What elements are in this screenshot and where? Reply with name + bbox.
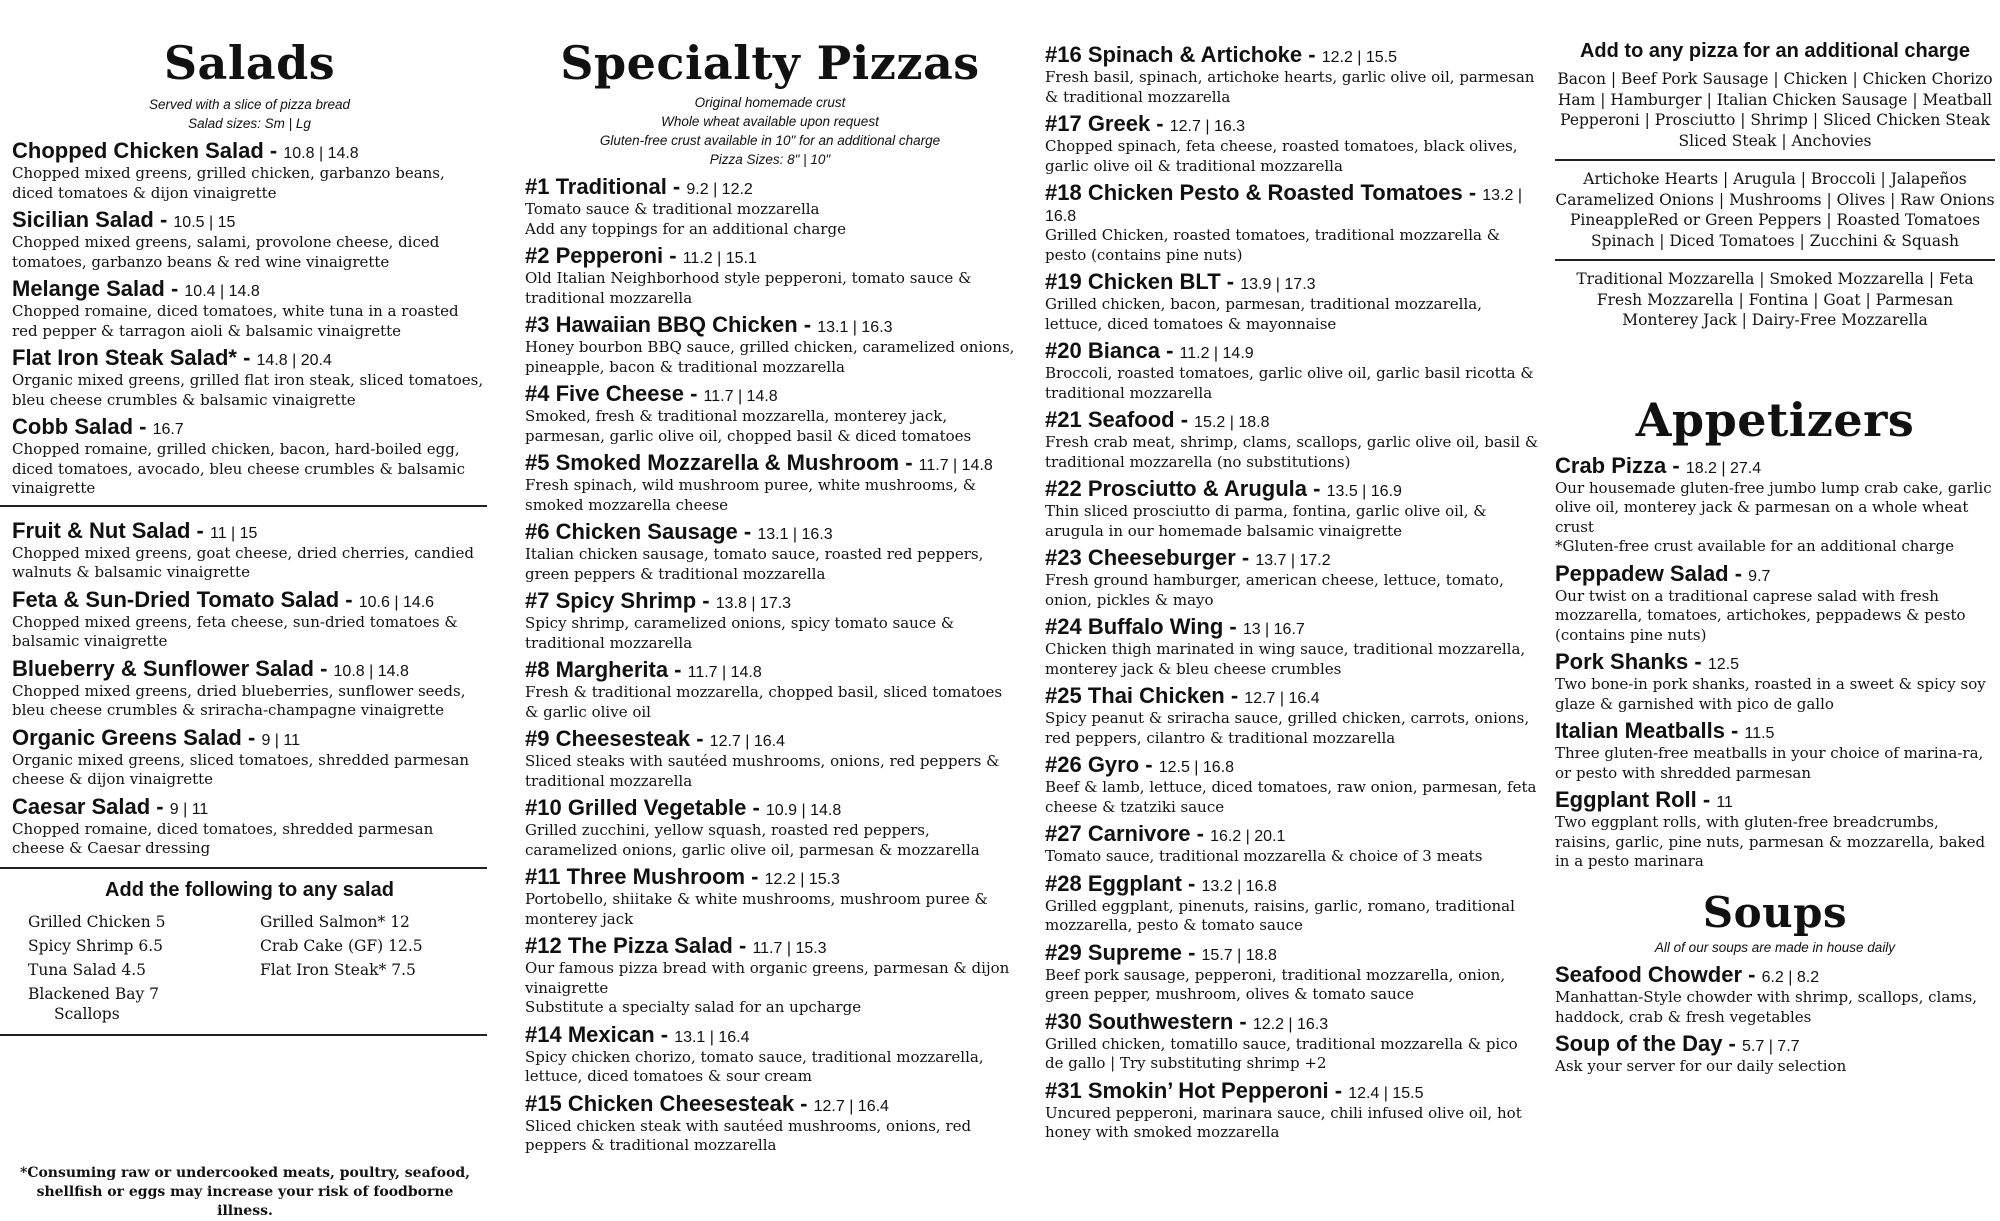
pizza-item-description: Portobello, shiitake & white mushrooms, mushroom puree & monterey jack bbox=[525, 890, 988, 928]
salad-item-price: 10.4 | 14.8 bbox=[184, 283, 260, 301]
salad-item-name: Sicilian Salad - bbox=[12, 207, 174, 233]
salads-divider-2 bbox=[0, 867, 487, 869]
salad-addon: Tuna Salad 4.5 bbox=[28, 960, 147, 979]
appetizer-item-name: Italian Meatballs - bbox=[1555, 718, 1745, 744]
soup-item-description: Ask your server for our daily selection bbox=[1555, 1057, 1847, 1076]
appetizer-item-price: 11 bbox=[1716, 794, 1733, 812]
salad-item-description: Organic mixed greens, sliced tomatoes, shredded parmesan cheese & dijon vinaigrette bbox=[12, 750, 470, 789]
pizza-item-price: 12.7 | 16.4 bbox=[813, 1097, 889, 1115]
pizza-item-name: #17 Greek - bbox=[1045, 111, 1170, 136]
pizza-item-name: #28 Eggplant - bbox=[1045, 870, 1202, 896]
toppings-title: Add to any pizza for an additional charge bbox=[1579, 40, 1971, 62]
appetizer-item-price: 11.5 bbox=[1744, 725, 1775, 743]
pizzas-subtitle-4: Pizza Sizes: 8" | 10" bbox=[709, 152, 831, 168]
pizza-item-name: #20 Bianca - bbox=[1045, 338, 1180, 363]
appetizer-item bbox=[1555, 648, 1995, 714]
right-column bbox=[1555, 40, 1995, 1077]
salad-item-description: Organic mixed greens, grilled flat iron steak, sliced tomatoes, bleu cheese crumbles & balsamic vinaigrette bbox=[12, 371, 484, 409]
salads-subtitle-1: Served with a slice of pizza bread bbox=[148, 97, 351, 113]
pizza-item bbox=[1045, 337, 1540, 403]
pizza-item-name: #29 Supreme - bbox=[1045, 939, 1202, 965]
pizza-item bbox=[1045, 1077, 1540, 1143]
appetizer-item-name: Eggplant Roll - bbox=[1555, 787, 1717, 813]
pizza-item-price: 11.7 | 14.8 bbox=[687, 664, 762, 682]
salad-item bbox=[12, 517, 487, 583]
appetizer-item-description: Our housemade gluten-free jumbo lump crab cake, garlic olive oil, monterey jack & parmesan on a whole wheat crust *Gluten-free crust available for an additional charge bbox=[1555, 478, 1992, 556]
pizza-item-name: #27 Carnivore - bbox=[1045, 821, 1211, 846]
pizza-item-name: #10 Grilled Vegetable - bbox=[525, 795, 766, 821]
pizza-item-price: 11.2 | 15.1 bbox=[682, 250, 757, 268]
pizza-item-price: 15.2 | 18.8 bbox=[1194, 414, 1270, 431]
salad-item-name: Melange Salad - bbox=[12, 276, 185, 302]
pizza-item bbox=[1045, 475, 1540, 541]
pizzas-heading: Specialty Pizzas bbox=[560, 36, 980, 90]
salad-addon: Grilled Salmon* 12 bbox=[260, 912, 410, 931]
pizza-item-price: 11.7 | 14.8 bbox=[918, 457, 993, 475]
pizza-item bbox=[525, 518, 1015, 584]
pizza-item-price: 12.4 | 15.5 bbox=[1348, 1084, 1424, 1102]
pizzas-subtitle-1: Original homemade crust bbox=[694, 95, 846, 111]
appetizer-item-price: 18.2 | 27.4 bbox=[1685, 459, 1762, 477]
pizza-item-description: Broccoli, roasted tomatoes, garlic olive oil, garlic basil ricotta & traditional mozzarella bbox=[1045, 364, 1534, 402]
pizza-item bbox=[525, 311, 1015, 377]
pizzas-list-2 bbox=[1045, 41, 1540, 1143]
salad-item bbox=[12, 655, 487, 721]
appetizer-item-name: Crab Pizza - bbox=[1555, 452, 1686, 478]
pizza-item-price: 12.2 | 16.3 bbox=[1252, 1015, 1329, 1033]
pizza-item-name: #9 Cheesesteak - bbox=[525, 726, 710, 752]
pizza-item bbox=[525, 863, 1015, 929]
appetizer-item-description: Our twist on a traditional caprese salad with fresh mozzarella, tomatoes, artichokes, peppadews & pesto (contains pine nuts) bbox=[1555, 586, 1966, 644]
salad-item-price: 10.8 | 14.8 bbox=[333, 662, 409, 680]
pizza-item-price: 13.1 | 16.4 bbox=[674, 1028, 750, 1046]
salad-item-description: Chopped mixed greens, feta cheese, sun-dried tomatoes & balsamic vinaigrette bbox=[12, 612, 458, 651]
salad-item-name: Blueberry & Sunflower Salad - bbox=[12, 655, 334, 681]
pizza-item-price: 10.9 | 14.8 bbox=[765, 802, 842, 820]
pizza-item bbox=[1045, 41, 1540, 107]
pizza-item-description: Old Italian Neighborhood style pepperoni, tomato sauce & traditional mozzarella bbox=[525, 269, 972, 307]
pizza-item-price: 12.7 | 16.3 bbox=[1169, 118, 1246, 135]
toppings-divider-1 bbox=[1555, 159, 1995, 161]
appetizer-item-description: Two eggplant rolls, with gluten-free breadcrumbs, raisins, garlic, pine nuts, parmesan & mozzarella, baked in a pesto marinara bbox=[1555, 813, 1986, 871]
pizza-item-description: Grilled zucchini, yellow squash, roasted red peppers, caramelized onions, garlic olive oil, parmesan & mozzarella bbox=[525, 821, 980, 859]
salad-item bbox=[12, 586, 487, 652]
pizza-item-name: #18 Chicken Pesto & Roasted Tomatoes - bbox=[1045, 180, 1483, 205]
foodborne-footnote: *Consuming raw or undercooked meats, poultry, seafood, shellfish or eggs may increase your risk of foodborne illness. bbox=[20, 1165, 470, 1219]
pizza-item bbox=[525, 932, 1015, 1018]
pizza-item-description: Spicy chicken chorizo, tomato sauce, traditional mozzarella, lettuce, diced tomatoes & sour cream bbox=[525, 1047, 984, 1086]
pizza-item bbox=[525, 242, 1015, 308]
pizza-item-description: Smoked, fresh & traditional mozzarella, monterey jack, parmesan, garlic olive oil, chopped basil & diced tomatoes bbox=[525, 407, 972, 445]
pizza-item-description: Grilled eggplant, pinenuts, raisins, garlic, romano, traditional mozzarella, pesto & tomato sauce bbox=[1045, 896, 1515, 934]
pizza-item-name: #15 Chicken Cheesesteak - bbox=[525, 1090, 814, 1116]
pizza-item bbox=[1045, 682, 1540, 748]
soups-list bbox=[1555, 961, 1995, 1077]
pizza-item-name: #1 Traditional - bbox=[525, 174, 687, 200]
pizza-item-price: 13.1 | 16.3 bbox=[757, 526, 833, 544]
pizza-item bbox=[1045, 820, 1540, 867]
salad-item-description: Chopped romaine, grilled chicken, bacon, hard-boiled egg, diced tomatoes, avocado, bleu cheese crumbles & balsamic vinaigrette bbox=[12, 440, 465, 498]
pizza-item-name: #12 The Pizza Salad - bbox=[525, 933, 753, 959]
salads-column bbox=[12, 36, 487, 1046]
pizza-item-name: #5 Smoked Mozzarella & Mushroom - bbox=[525, 450, 919, 476]
pizza-item bbox=[525, 449, 1015, 515]
pizza-item-price: 12.5 | 16.8 bbox=[1158, 759, 1235, 776]
pizza-item-description: Uncured pepperoni, marinara sauce, chili infused olive oil, hot honey with smoked mozzarella bbox=[1045, 1103, 1522, 1141]
salad-item bbox=[12, 344, 487, 410]
pizza-item bbox=[1045, 406, 1540, 472]
salad-item bbox=[12, 793, 487, 859]
appetizer-item-name: Pork Shanks - bbox=[1555, 649, 1708, 675]
pizza-item-description: Beef & lamb, lettuce, diced tomatoes, raw onion, parmesan, feta cheese & tzatziki sauce bbox=[1045, 778, 1537, 816]
salad-item-name: Cobb Salad - bbox=[12, 414, 153, 440]
pizza-item-price: 15.7 | 18.8 bbox=[1201, 946, 1277, 964]
appetizer-item-price: 9.7 bbox=[1748, 567, 1771, 585]
pizza-item-description: Sliced chicken steak with sautéed mushrooms, onions, red peppers & traditional mozzarella bbox=[525, 1116, 972, 1155]
pizza-item bbox=[1045, 268, 1540, 334]
pizza-item-price: 13.9 | 17.3 bbox=[1240, 276, 1316, 293]
pizza-item-price: 11.7 | 14.8 bbox=[703, 388, 778, 406]
soup-item-name: Seafood Chowder - bbox=[1555, 962, 1762, 988]
pizza-item-description: Thin sliced prosciutto di parma, fontina, garlic olive oil, & arugula in our homemade balsamic vinaigrette bbox=[1045, 502, 1487, 540]
pizza-item-description: Chopped spinach, feta cheese, roasted tomatoes, black olives, garlic olive oil & traditional mozzarella bbox=[1045, 137, 1518, 175]
pizza-item-name: #2 Pepperoni - bbox=[525, 243, 683, 269]
pizza-item-name: #11 Three Mushroom - bbox=[525, 864, 765, 890]
salad-item-price: 10.5 | 15 bbox=[173, 214, 236, 232]
pizza-item-description: Chicken thigh marinated in wing sauce, traditional mozzarella, monterey jack & bleu cheese crumbles bbox=[1045, 640, 1526, 678]
pizza-item-price: 13 | 16.7 bbox=[1242, 621, 1305, 638]
pizza-item-price: 11.7 | 15.3 bbox=[752, 940, 827, 958]
appetizer-item-name: Peppadew Salad - bbox=[1555, 560, 1749, 586]
pizza-item bbox=[1045, 179, 1540, 265]
salad-item-price: 9 | 11 bbox=[169, 800, 209, 818]
pizza-item-name: #8 Margherita - bbox=[525, 657, 688, 683]
pizzas-column-2 bbox=[1045, 38, 1540, 1143]
salad-item-price: 10.6 | 14.6 bbox=[358, 593, 435, 611]
pizza-item bbox=[1045, 751, 1540, 817]
pizza-item-price: 13.1 | 16.3 bbox=[817, 319, 893, 337]
salad-addons-grid bbox=[12, 910, 487, 1024]
appetizer-item-description: Three gluten-free meatballs in your choice of marina-ra, or pesto with shredded parmesan bbox=[1555, 744, 1984, 782]
pizza-item-description: Honey bourbon BBQ sauce, grilled chicken, caramelized onions, pineapple, bacon & traditional mozzarella bbox=[525, 338, 1015, 376]
salads-divider-1 bbox=[0, 505, 487, 507]
pizza-item-name: #16 Spinach & Artichoke - bbox=[1045, 42, 1322, 67]
pizza-item-description: Tomato sauce & traditional mozzarella Add any toppings for an additional charge bbox=[525, 200, 846, 238]
pizza-item-description: Spicy peanut & sriracha sauce, grilled chicken, carrots, onions, red peppers, cilantro & traditional mozzarella bbox=[1045, 709, 1530, 747]
salad-item-price: 16.7 bbox=[152, 421, 184, 439]
salad-addons-title: Add the following to any salad bbox=[105, 878, 394, 901]
pizza-item-name: #23 Cheeseburger - bbox=[1045, 545, 1256, 570]
pizza-item-name: #14 Mexican - bbox=[525, 1021, 675, 1047]
pizza-item bbox=[525, 380, 1015, 446]
pizza-item-description: Fresh basil, spinach, artichoke hearts, garlic olive oil, parmesan & traditional mozzarella bbox=[1045, 68, 1535, 106]
salad-item bbox=[12, 275, 487, 341]
pizza-item bbox=[1045, 939, 1540, 1005]
salad-item-description: Chopped mixed greens, goat cheese, dried cherries, candied walnuts & balsamic vinaigrette bbox=[12, 543, 474, 582]
salads-group-2 bbox=[12, 517, 487, 859]
pizza-item-name: #24 Buffalo Wing - bbox=[1045, 614, 1243, 639]
pizza-item-price: 12.7 | 16.4 bbox=[709, 733, 785, 751]
pizza-item-description: Beef pork sausage, pepperoni, traditional mozzarella, onion, green pepper, mushroom, olives & tomato sauce bbox=[1045, 965, 1506, 1003]
salad-item-name: Fruit & Nut Salad - bbox=[12, 517, 210, 543]
pizza-item-name: #6 Chicken Sausage - bbox=[525, 519, 758, 545]
soup-item-price: 6.2 | 8.2 bbox=[1761, 969, 1820, 987]
salad-item-price: 10.8 | 14.8 bbox=[283, 145, 359, 163]
soup-item bbox=[1555, 1030, 1995, 1077]
salad-item bbox=[12, 413, 487, 499]
pizza-item-name: #3 Hawaiian BBQ Chicken - bbox=[525, 312, 818, 338]
salad-item-description: Chopped romaine, diced tomatoes, white tuna in a roasted red pepper & tarragon aioli & balsamic vinaigrette bbox=[12, 302, 459, 340]
pizza-item-price: 13.5 | 16.9 bbox=[1326, 483, 1402, 500]
pizza-item bbox=[525, 587, 1015, 653]
salad-item-description: Chopped mixed greens, dried blueberries, sunflower seeds, bleu cheese crumbles & sriracha-champagne vinaigrette bbox=[12, 681, 466, 720]
appetizer-item-price: 12.5 bbox=[1707, 656, 1739, 674]
pizza-item bbox=[525, 725, 1015, 791]
salads-heading: Salads bbox=[163, 36, 336, 90]
pizza-item bbox=[525, 1090, 1015, 1156]
salads-divider-3 bbox=[0, 1034, 487, 1036]
toppings-veggies: Artichoke Hearts | Arugula | Broccoli | Jalapeños Caramelized Onions | Mushrooms | Olives | Raw Onions PineappleRed or Green Peppers | Roasted Tomatoes Spinach | Diced Tomatoes | Zucchini & Squash bbox=[1555, 170, 1995, 250]
pizza-item-description: Fresh crab meat, shrimp, clams, scallops, garlic olive oil, basil & traditional mozzarella (no substitutions) bbox=[1045, 433, 1539, 471]
pizza-item-price: 16.2 | 20.1 bbox=[1210, 828, 1286, 845]
soup-item bbox=[1555, 961, 1995, 1027]
appetizer-item bbox=[1555, 717, 1995, 783]
pizza-item-description: Fresh ground hamburger, american cheese, lettuce, tomato, onion, pickles & mayo bbox=[1045, 571, 1504, 609]
appetizer-item bbox=[1555, 452, 1995, 557]
pizza-item-name: #22 Prosciutto & Arugula - bbox=[1045, 476, 1327, 501]
pizza-item bbox=[1045, 613, 1540, 679]
pizza-item bbox=[525, 794, 1015, 860]
pizza-item-description: Italian chicken sausage, tomato sauce, roasted red peppers, green peppers & traditional mozzarella bbox=[525, 545, 984, 583]
salad-item-name: Chopped Chicken Salad - bbox=[12, 138, 284, 164]
salad-item-name: Caesar Salad - bbox=[12, 793, 170, 819]
pizzas-list-1 bbox=[525, 173, 1015, 1156]
pizza-item-description: Sliced steaks with sautéed mushrooms, onions, red peppers & traditional mozzarella bbox=[525, 752, 1000, 790]
pizza-item-price: 13.8 | 17.3 bbox=[715, 595, 792, 613]
salad-item bbox=[12, 206, 487, 272]
appetizer-item bbox=[1555, 560, 1995, 646]
appetizers-list bbox=[1555, 452, 1995, 872]
toppings-cheeses: Traditional Mozzarella | Smoked Mozzarella | Feta Fresh Mozzarella | Fontina | Goat | Parmesan Monterey Jack | Dairy-Free Mozzarella bbox=[1576, 270, 1974, 329]
salad-item-name: Organic Greens Salad - bbox=[12, 724, 262, 750]
salad-addon: Spicy Shrimp 6.5 bbox=[28, 936, 164, 955]
pizza-item bbox=[1045, 110, 1540, 176]
pizza-item-name: #7 Spicy Shrimp - bbox=[525, 588, 716, 614]
appetizer-item-description: Two bone-in pork shanks, roasted in a sweet & spicy soy glaze & garnished with pico de gallo bbox=[1555, 675, 1986, 713]
pizza-item-price: 12.7 | 16.4 bbox=[1244, 690, 1320, 707]
salad-item-price: 9 | 11 bbox=[261, 731, 300, 749]
pizza-item-description: Fresh spinach, wild mushroom puree, white mushrooms, & smoked mozzarella cheese bbox=[525, 476, 977, 514]
pizzas-subtitle-2: Whole wheat available upon request bbox=[661, 114, 879, 130]
pizza-item-name: #25 Thai Chicken - bbox=[1045, 683, 1245, 708]
soup-item-price: 5.7 | 7.7 bbox=[1742, 1038, 1800, 1056]
salad-item-description: Chopped mixed greens, salami, provolone cheese, diced tomatoes, garbanzo beans & red wine vinaigrette bbox=[12, 233, 440, 271]
pizza-item-price: 13.2 | 16.8 bbox=[1045, 187, 1523, 225]
salad-addon: Blackened Bay 7 Scallops bbox=[28, 984, 160, 1023]
salad-item-price: 14.8 | 20.4 bbox=[256, 352, 332, 370]
salad-addon bbox=[260, 982, 480, 1024]
salad-addon: Crab Cake (GF) 12.5 bbox=[260, 936, 423, 955]
appetizer-item bbox=[1555, 786, 1995, 872]
pizza-item-name: #31 Smokin’ Hot Pepperoni - bbox=[1045, 1077, 1349, 1103]
pizza-item bbox=[525, 173, 1015, 239]
pizza-item-price: 9.2 | 12.2 bbox=[686, 181, 753, 199]
soups-heading: Soups bbox=[1702, 887, 1848, 937]
pizza-item-description: Grilled Chicken, roasted tomatoes, traditional mozzarella & pesto (contains pine nuts) bbox=[1045, 226, 1501, 264]
pizza-item-price: 11.2 | 14.9 bbox=[1179, 345, 1254, 362]
salad-item-price: 11 | 15 bbox=[210, 524, 258, 542]
pizza-item-price: 13.2 | 16.8 bbox=[1201, 877, 1277, 895]
pizza-item-description: Spicy shrimp, caramelized onions, spicy tomato sauce & traditional mozzarella bbox=[525, 614, 955, 652]
pizza-item-description: Fresh & traditional mozzarella, chopped basil, sliced tomatoes & garlic olive oil bbox=[525, 683, 1003, 721]
toppings-meats: Bacon | Beef Pork Sausage | Chicken | Chicken Chorizo Ham | Hamburger | Italian Chicken Sausage | Meatball Pepperoni | Prosciutto | Shrimp | Sliced Chicken Steak Sliced Steak | Anchovies bbox=[1557, 70, 1993, 150]
salads-group-1 bbox=[12, 137, 487, 499]
salad-item bbox=[12, 137, 487, 203]
salad-item-description: Chopped mixed greens, grilled chicken, garbanzo beans, diced tomatoes & dijon vinaigrette bbox=[12, 164, 445, 202]
pizza-item bbox=[525, 656, 1015, 722]
salads-subtitle-2: Salad sizes: Sm | Lg bbox=[188, 116, 311, 132]
pizzas-subtitle-3: Gluten-free crust available in 10" for an additional charge bbox=[599, 133, 941, 149]
pizza-item-description: Grilled chicken, tomatillo sauce, traditional mozzarella & pico de gallo | Try substituting shrimp +2 bbox=[1045, 1034, 1518, 1072]
pizza-item-description: Tomato sauce, traditional mozzarella & choice of 3 meats bbox=[1045, 847, 1483, 865]
pizza-item bbox=[1045, 1008, 1540, 1074]
pizza-item-name: #26 Gyro - bbox=[1045, 752, 1159, 777]
pizzas-column bbox=[525, 36, 1015, 1156]
salad-addon: Flat Iron Steak* 7.5 bbox=[260, 960, 416, 979]
soups-subtitle: All of our soups are made in house daily bbox=[1654, 940, 1896, 956]
pizza-item-name: #4 Five Cheese - bbox=[525, 381, 704, 407]
salad-item-name: Flat Iron Steak Salad* - bbox=[12, 345, 257, 371]
salad-addon: Grilled Chicken 5 bbox=[28, 912, 166, 931]
toppings-divider-2 bbox=[1555, 259, 1995, 261]
pizza-item-price: 12.2 | 15.3 bbox=[764, 871, 840, 889]
pizza-item bbox=[1045, 870, 1540, 936]
salad-item-description: Chopped romaine, diced tomatoes, shredded parmesan cheese & Caesar dressing bbox=[12, 819, 434, 858]
pizza-item-name: #21 Seafood - bbox=[1045, 407, 1195, 432]
salad-item-name: Feta & Sun-Dried Tomato Salad - bbox=[12, 586, 359, 612]
pizza-item-price: 13.7 | 17.2 bbox=[1255, 552, 1331, 569]
appetizers-heading: Appetizers bbox=[1635, 392, 1915, 447]
pizza-item-name: #30 Southwestern - bbox=[1045, 1008, 1253, 1034]
pizza-item-name: #19 Chicken BLT - bbox=[1045, 269, 1241, 294]
pizza-item-price: 12.2 | 15.5 bbox=[1321, 49, 1398, 66]
soup-item-name: Soup of the Day - bbox=[1555, 1031, 1742, 1057]
salad-item bbox=[12, 724, 487, 790]
pizza-item bbox=[525, 1021, 1015, 1087]
pizza-item bbox=[1045, 544, 1540, 610]
pizza-item-description: Grilled chicken, bacon, parmesan, traditional mozzarella, lettuce, diced tomatoes & mayonnaise bbox=[1045, 295, 1482, 333]
pizza-item-description: Our famous pizza bread with organic greens, parmesan & dijon vinaigrette Substitute a specialty salad for an upcharge bbox=[525, 959, 1010, 1017]
soup-item-description: Manhattan-Style chowder with shrimp, scallops, clams, haddock, crab & fresh vegetables bbox=[1555, 988, 1977, 1026]
